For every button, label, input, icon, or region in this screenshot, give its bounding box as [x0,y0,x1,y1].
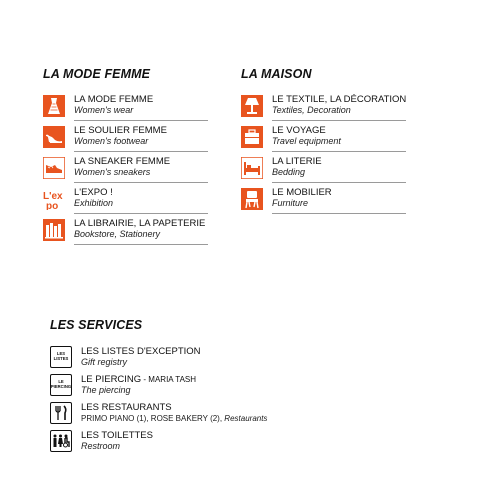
divider [74,244,208,245]
list-item-piercing[interactable] [50,373,310,401]
services-section-title: LES SERVICES [50,318,143,332]
list-item-mode-femme[interactable] [42,93,208,124]
piercing-icon-text: PIERCING [50,384,72,389]
list-item-soulier-femme[interactable] [42,124,208,155]
lamp-icon [240,94,264,118]
bed-icon [240,156,264,180]
chair-icon [240,187,264,211]
item-label: L'EXPO ! [74,187,113,198]
item-label: LA LIBRAIRIE, LA PAPETERIE [74,218,206,229]
divider [272,120,406,121]
item-sub: Exhibition [74,198,114,208]
home-section-title: LA MAISON [241,67,312,81]
item-sub: Furniture [272,198,309,208]
item-sub: Women's wear [74,105,134,115]
item-sub: The piercing [81,385,131,395]
divider [74,120,208,121]
restroom-icon [50,430,72,452]
item-sub: Gift registry [81,357,128,367]
item-label: LE MOBILIER [272,187,332,198]
item-sub: Bedding [272,167,306,177]
list-item-textile[interactable] [240,93,406,124]
expo-logo-icon [42,187,66,211]
item-sub: Textiles, Decoration [272,105,351,115]
item-sub [81,413,267,424]
svg-text:L'ex: L'ex [43,191,63,202]
item-label: LES LISTES D'EXCEPTION [81,346,201,357]
list-item-listes[interactable] [50,345,310,373]
item-label: LE TEXTILE, LA DÉCORATION [272,94,407,105]
item-sub: Women's sneakers [74,167,151,177]
list-item-expo[interactable] [42,186,208,217]
list-item-voyage[interactable] [240,124,406,155]
item-label: LA MODE FEMME [74,94,154,105]
piercing-icon [50,374,72,396]
item-sub: Travel equipment [272,136,341,146]
item-label: LES TOILETTES [81,430,153,441]
sneaker-icon [42,156,66,180]
listes-icon-text: LES [56,351,66,357]
books-icon [42,218,66,242]
divider [272,151,406,152]
divider [272,213,406,214]
list-item-librairie[interactable] [42,217,208,248]
item-label [81,374,196,385]
divider [74,182,208,183]
home-column [240,93,406,217]
list-item-toilettes[interactable] [50,429,310,457]
item-label: LES RESTAURANTS [81,402,172,413]
list-item-mobilier[interactable] [240,186,406,217]
list-item-sneaker-femme[interactable] [42,155,208,186]
item-extra-lower: Restaurants [222,414,268,423]
women-section-title: LA MODE FEMME [43,67,151,81]
divider [74,151,208,152]
services-column [50,345,310,457]
item-label-extra: - MARIA TASH [141,375,197,384]
svg-text:po: po [46,201,59,210]
item-label: LE SOULIER FEMME [74,125,167,136]
list-item-restaurants[interactable] [50,401,310,429]
item-label: LA SNEAKER FEMME [74,156,171,167]
divider [74,213,208,214]
item-sub: Bookstore, Stationery [74,229,161,239]
women-column [42,93,208,248]
fork-knife-icon [50,402,72,424]
item-sub: Women's footwear [74,136,149,146]
listes-icon-text: LISTES [53,356,69,361]
divider [272,182,406,183]
list-item-literie[interactable] [240,155,406,186]
item-extra-upper: PRIMO PIANO (1), ROSE BAKERY (2), [81,414,223,423]
listes-icon [50,346,72,368]
item-label: LA LITERIE [272,156,322,167]
item-label: LE VOYAGE [272,125,326,136]
item-label-main: LE PIERCING [81,374,142,385]
high-heel-icon [42,125,66,149]
suitcase-icon [240,125,264,149]
dress-icon [42,94,66,118]
item-sub: Restroom [81,441,121,451]
piercing-icon-text: LE [58,379,64,385]
